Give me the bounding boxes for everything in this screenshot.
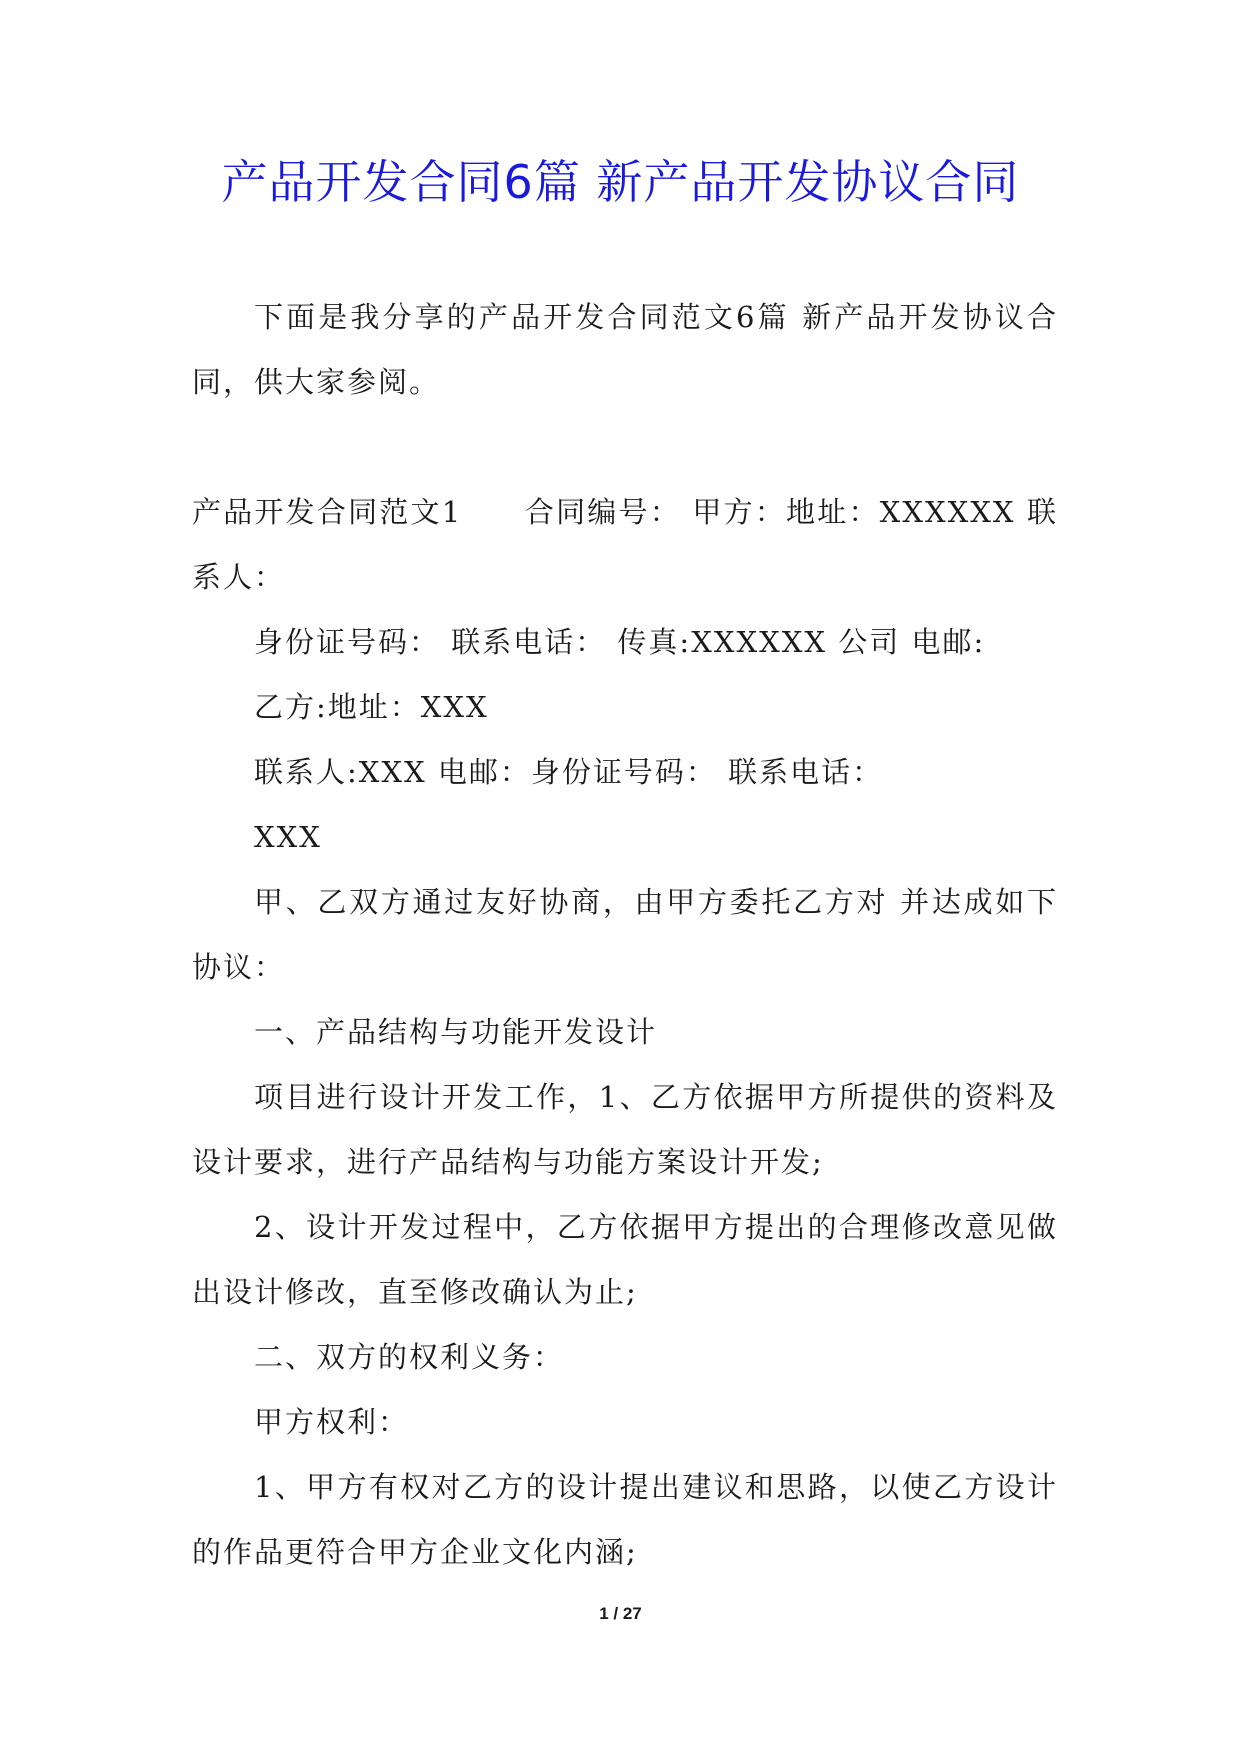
party-a-rights-heading: 甲方权利：: [254, 1405, 410, 1439]
party-a-id-paragraph: 身份证号码： 联系电话： 传真:XXXXXX 公司 电邮:: [254, 625, 986, 659]
party-b-phone-paragraph: XXX: [254, 820, 322, 854]
intro-paragraph: 下面是我分享的产品开发合同范文6篇 新产品开发协议合同，供大家参阅。: [192, 300, 1058, 399]
clause-paragraph: 2、设计开发过程中，乙方依据甲方提出的合理修改意见做出设计修改，直至修改确认为止;: [192, 1210, 1058, 1309]
document-title: 产品开发合同6篇 新产品开发协议合同: [221, 155, 1020, 209]
document-body: [192, 285, 1058, 1585]
paragraph-gap: [192, 415, 1058, 480]
section-one-heading: 一、产品结构与功能开发设计: [254, 1015, 658, 1049]
party-b-address-paragraph: 乙方:地址：XXX: [254, 690, 489, 724]
clause-paragraph: 项目进行设计开发工作，1、乙方依据甲方所提供的资料及设计要求，进行产品结构与功能方案设计开发;: [192, 1080, 1058, 1179]
page-number: 1 / 27: [599, 1604, 642, 1623]
party-b-contact-paragraph: 联系人:XXX 电邮：身份证号码： 联系电话：: [254, 755, 884, 789]
clause-paragraph: 1、甲方有权对乙方的设计提出建议和思路，以使乙方设计的作品更符合甲方企业文化内涵;: [192, 1470, 1058, 1569]
section-two-heading: 二、双方的权利义务：: [254, 1340, 565, 1374]
agreement-paragraph: 甲、乙双方通过友好协商，由甲方委托乙方对 并达成如下协议：: [192, 885, 1058, 984]
contract-header-paragraph: 产品开发合同范文1 合同编号： 甲方：地址：XXXXXX 联系人：: [192, 495, 1058, 594]
